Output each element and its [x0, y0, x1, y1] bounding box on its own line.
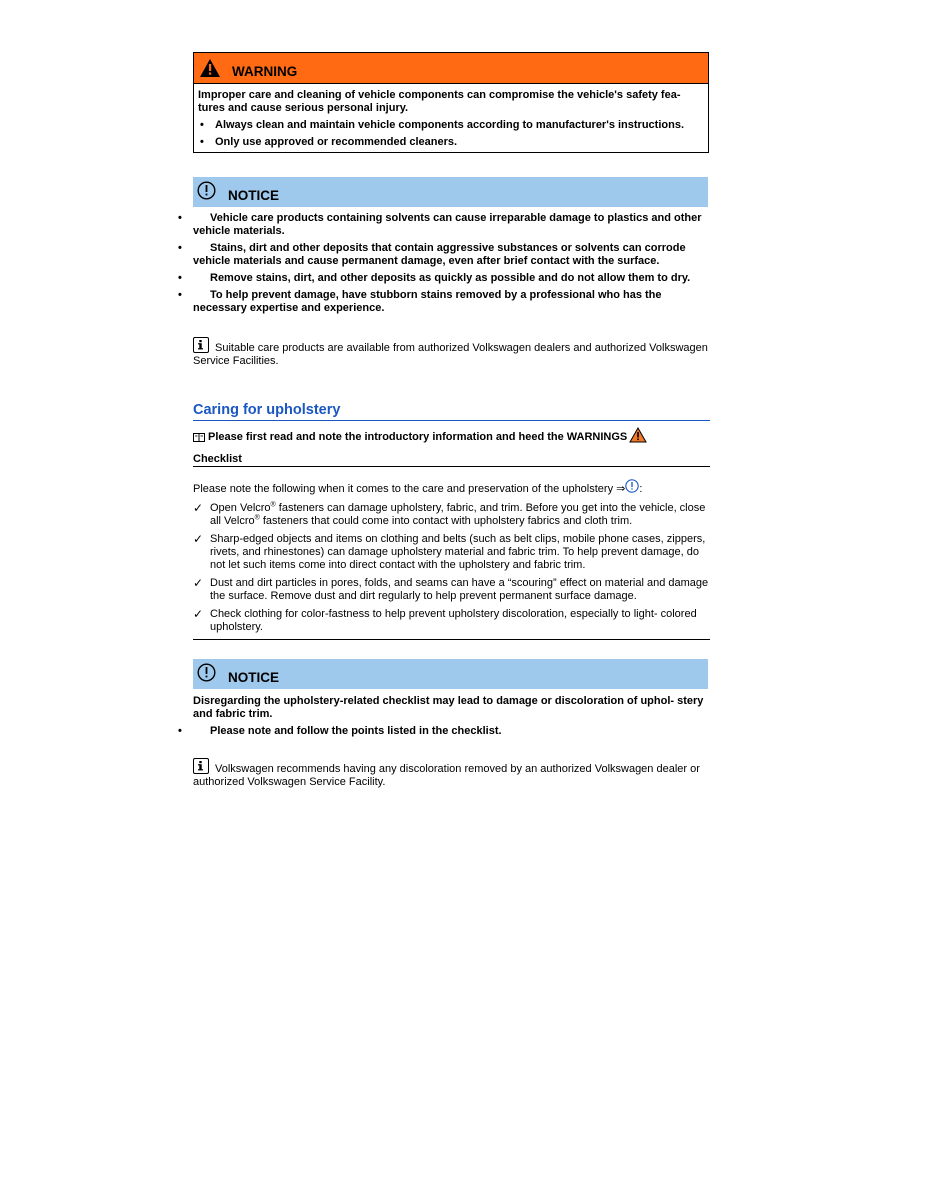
book-icon: [193, 433, 205, 442]
warning-header: [194, 53, 708, 84]
info-note: [193, 337, 710, 368]
checklist-heading: Checklist: [193, 453, 710, 467]
checklist-item: ✓ Check clothing for color-fastness to help prevent upholstery discoloration, especially to light- colored upholstery.: [193, 607, 697, 633]
checklist-item: ✓ Sharp-edged objects and items on clothing and belts (such as belt clips, mobile phone cases, zippers, rivets, and rhinestones) can damage upholstery material and fabric trim. To help prevent damage, do not let such items come into direct contact with the upholstery and fabric trim.: [193, 532, 706, 571]
warning-body: [194, 84, 708, 152]
warning-bullet: • Always clean and maintain vehicle components according to manufacturer's instructions.: [198, 119, 704, 132]
info-text: Suitable care products are available from authorized Volkswagen dealers and authorized Volkswagen Service Facilities.: [193, 342, 708, 367]
warning-title: WARNING: [232, 63, 298, 79]
info-note: [193, 758, 710, 789]
check-icon: ✓: [193, 532, 204, 546]
checklist-intro: Please note the following when it comes to the care and preservation of the upholstery ⇒ :: [193, 479, 710, 496]
notice-bullet: • Remove stains, dirt, and other deposits as quickly as possible and do not allow them to dry.: [178, 272, 691, 284]
warning-bullet: • Only use approved or recommended cleaners.: [198, 136, 704, 149]
notice-body: [178, 212, 710, 315]
intro-line: [193, 431, 710, 443]
section-heading: Caring for upholstery: [193, 402, 710, 421]
exclamation-circle-icon: [197, 663, 216, 682]
warning-text: Improper care and cleaning of vehicle components can compromise the vehicle's safety fea- tures and cause serious personal injury.: [198, 89, 681, 114]
notice-bullet: • Please note and follow the points listed in the checklist.: [178, 725, 502, 737]
exclamation-circle-icon: [625, 479, 639, 493]
check-icon: ✓: [193, 607, 204, 621]
notice-header: [193, 659, 708, 689]
notice-header: [193, 177, 708, 207]
notice-bullet: • Stains, dirt and other deposits that contain aggressive substances or solvents can corrode vehicle materials and cause permanent damage, even after brief contact with the surface.: [178, 242, 686, 267]
check-icon: ✓: [193, 576, 204, 590]
warning-triangle-icon: [199, 58, 221, 78]
notice-text: Disregarding the upholstery-related checklist may lead to damage or discoloration of uphol- stery and fabric trim.: [193, 695, 704, 720]
info-text: Volkswagen recommends having any discoloration removed by an authorized Volkswagen dealer or authorized Volkswagen Service Facility.: [193, 763, 700, 788]
checklist-item: ✓ Dust and dirt particles in pores, folds, and seams can have a “scouring” effect on material and damage the surface. Remove dust and dirt regularly to help prevent permanent surface damage.: [193, 576, 709, 602]
warning-triangle-icon: [629, 427, 647, 443]
page-content: [178, 52, 710, 789]
intro-text: Please first read and note the introductory information and heed the WARNINGS: [208, 431, 628, 443]
divider: [193, 639, 710, 640]
notice-body: [178, 695, 710, 738]
check-icon: ✓: [193, 501, 204, 515]
notice-bullet: • Vehicle care products containing solvents can cause irreparable damage to plastics and other vehicle materials.: [178, 212, 702, 237]
warning-box: [193, 52, 709, 153]
notice-bullet: • To help prevent damage, have stubborn stains removed by a professional who has the necessary expertise and experience.: [178, 289, 662, 314]
info-icon: [193, 337, 209, 353]
exclamation-circle-icon: [197, 181, 216, 200]
notice-title: NOTICE: [228, 187, 280, 203]
notice-title: NOTICE: [228, 669, 280, 685]
checklist-item: ✓ Open Velcro® fasteners can damage upholstery, fabric, and trim. Before you get into the vehicle, close all Velcro® fasteners that could come into contact with upholstery fabrics and cloth trim.: [193, 501, 706, 527]
info-icon: [193, 758, 209, 774]
